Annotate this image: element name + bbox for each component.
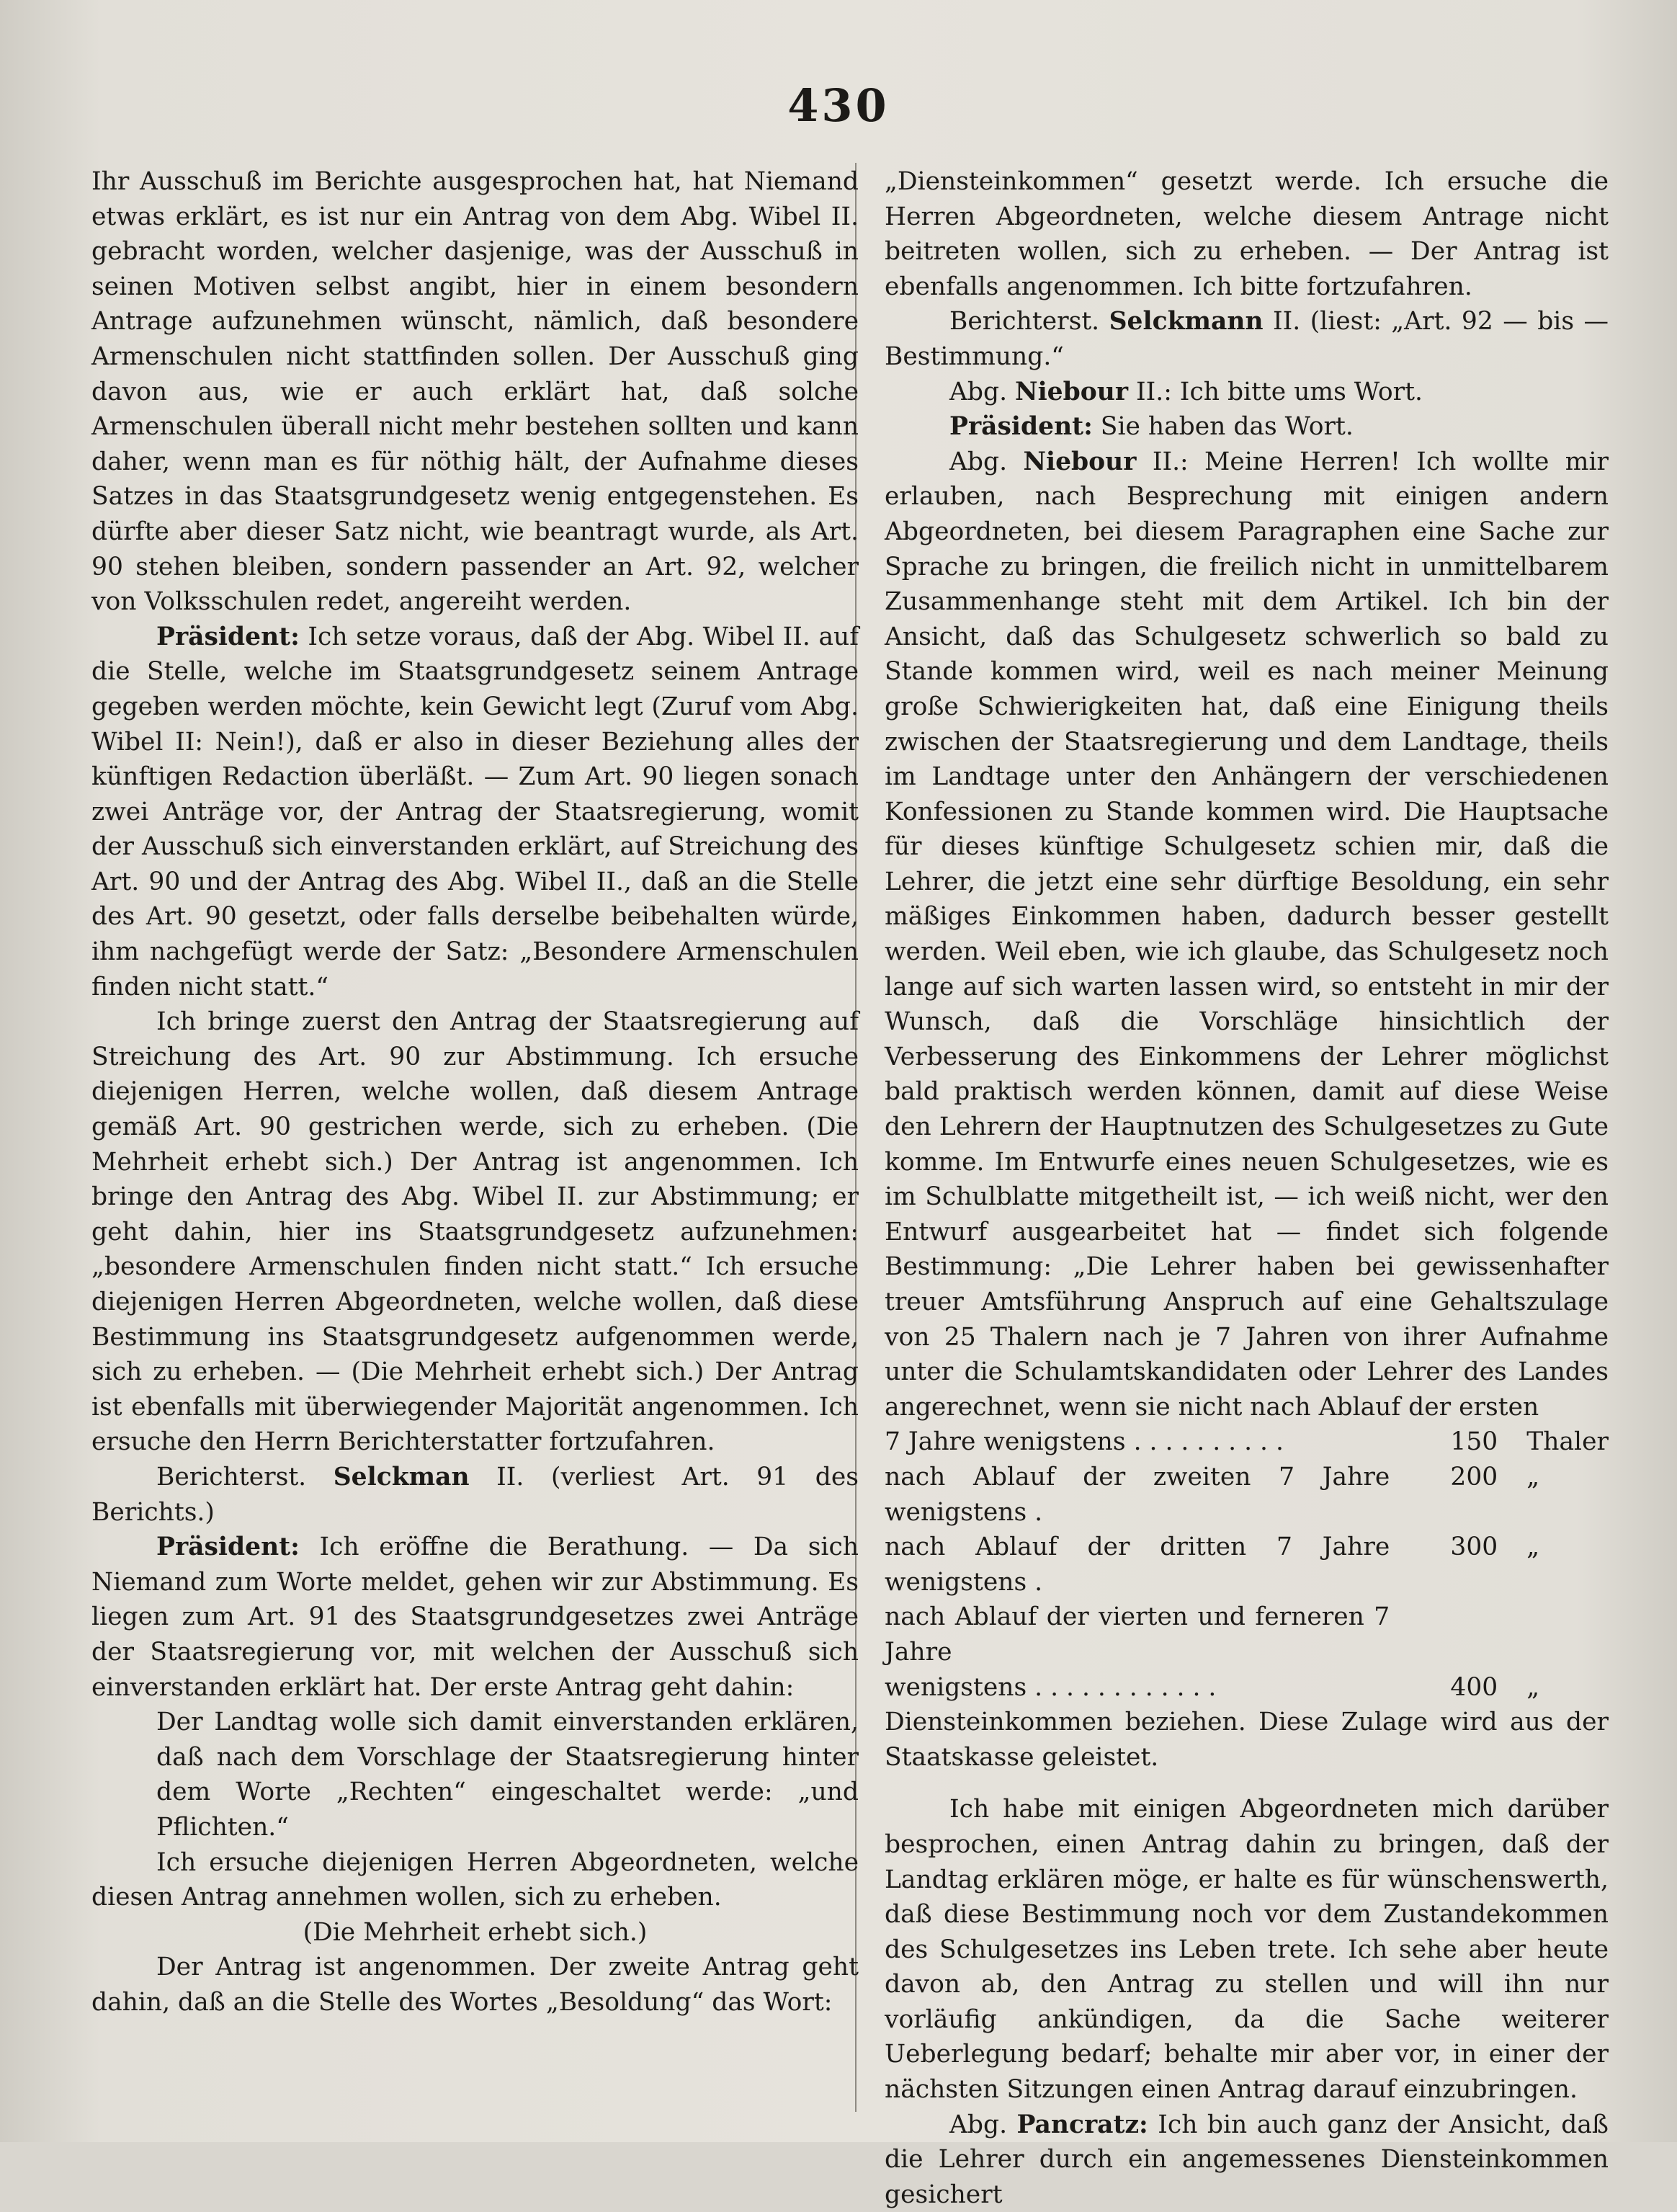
paragraph: Der Antrag ist angenommen. Der zweite Antrag geht dahin, daß an die Stelle des Wortes „Besoldung“ das Wort: (91, 1953, 859, 2017)
speaker-prefix: Abg. (949, 377, 1016, 406)
stage-note: (Die Mehrheit erhebt sich.) (303, 1917, 648, 1947)
salary-label: 7 Jahre wenigstens . . . . . . . . . . (885, 1427, 1284, 1457)
salary-row (885, 1530, 1609, 1600)
salary-amount: 150 (1450, 1427, 1498, 1457)
right-column-bottom (885, 1705, 1609, 2212)
speaker-text: Ich eröffne die Berathung. — Da sich Niemand zum Worte meldet, gehen wir zur Abstimmung. Es liegen zum Art. 91 des Staatsgrundgesetzes zwei Anträge der Staatsregierung vor, mit welchen der Ausschuß sich einverstanden erklärt hat. Der erste Antrag geht dahin: (91, 1533, 859, 1702)
paragraph-gap (885, 1775, 1609, 1792)
speaker-name: Niebour (1015, 377, 1129, 406)
speaker-name: Niebour (1023, 447, 1137, 476)
right-column (885, 164, 1609, 2212)
salary-label: nach Ablauf der vierten und ferneren 7 Jahre (885, 1602, 1390, 1667)
speaker-paragraph (885, 304, 1609, 374)
speaker-paragraph (91, 1530, 859, 1705)
speaker-name: Pancratz: (1016, 2110, 1148, 2139)
salary-row (885, 1424, 1609, 1460)
paragraph: Ich habe mit einigen Abgeordneten mich darüber besprochen, einen Antrag dahin zu bringen, daß der Landtag erklären möge, er halte es für wünschenswerth, daß diese Bestimmung noch vor dem Zustandekommen des Schulgesetzes ins Leben trete. Ich sehe aber heute davon ab, den Antrag zu stellen und will ihn nur vorläufig ankündigen, da die Sache weiterer Ueberlegung bedarf; behalte mir aber vor, in einer der nächsten Sitzungen einen Antrag darauf einzubringen. (885, 1795, 1609, 2105)
speaker-prefix: Berichterst. (156, 1462, 334, 1491)
speaker-text: II.: Meine Herren! Ich wollte mir erlauben, nach Besprechung mit einigen andern Abgeordneten, bei diesem Paragraphen eine Sache zur Sprache zu bringen, die freilich nicht in unmittelbarem Zusammenhange steht mit dem Artikel. Ich bin der Ansicht, daß das Schulgesetz schwerlich so bald zu Stande kommen wird, weil es nach meiner Meinung große Schwierigkeiten hat, daß eine Einigung theils zwischen der Staatsregierung und dem Landtage, theils im Landtage unter den Anhängern der verschiedenen Konfessionen zu Stande kommen wird. Die Hauptsache für dieses künftige Schulgesetz schien mir, daß die Lehrer, die jetzt eine sehr dürftige Besoldung, ein sehr mäßiges Einkommen haben, dadurch besser gestellt werden. Weil eben, wie ich glaube, das Schulgesetz noch lange auf sich warten lassen wird, so entsteht in mir der Wunsch, daß die Vorschläge hinsichtlich der Verbesserung des Einkommens der Lehrer möglichst bald praktisch werden können, damit auf diese Weise den Lehrern der Hauptnutzen des Schulgesetzes zu Gute komme. Im Entwurfe eines neuen Schulgesetzes, wie es im Schulblatte mitgetheilt ist, — ich weiß nicht, wer den Entwurf ausgearbeitet hat — findet sich folgende Bestimmung: „Die Lehrer haben bei gewissenhafter treuer Amtsführung Anspruch auf eine Gehaltszulage von 25 Thalern nach je 7 Jahren von ihrer Aufnahme unter die Schulamtskandidaten oder Lehrer des Landes angerechnet, wenn sie nicht nach Ablauf der ersten (885, 447, 1609, 1422)
salary-amount: 200 (1450, 1462, 1498, 1491)
speaker-text: II. (liest: „Art. 92 — bis — Bestimmung.“ (885, 307, 1609, 371)
salary-label: nach Ablauf der zweiten 7 Jahre wenigstens . (885, 1462, 1390, 1527)
paragraph: Diensteinkommen beziehen. Diese Zulage wird aus der Staatskasse geleistet. (885, 1708, 1609, 1772)
speaker-text: II. (verliest Art. 91 des Berichts.) (91, 1462, 859, 1527)
salary-unit: „ (1526, 1533, 1540, 1562)
left-column (91, 164, 859, 2020)
paragraph: Ich ersuche diejenigen Herren Abgeordneten, welche diesen Antrag annehmen wollen, sich zu erheben. (91, 1847, 859, 1912)
speaker-paragraph (885, 445, 1609, 1425)
speaker-name: Präsident: (156, 622, 300, 651)
salary-amount (1390, 1600, 1498, 1669)
speaker-text: Ich setze voraus, daß der Abg. Wibel II. auf die Stelle, welche im Staatsgrundgesetz seinem Antrage gegeben werden möchte, kein Gewicht legt (Zuruf vom Abg. Wibel II: Nein!), daß er also in dieser Beziehung alles der künftigen Redaction überläßt. — Zum Art. 90 liegen sonach zwei Anträge vor, der Antrag der Staatsregierung, womit der Ausschuß sich einverstanden erklärt, auf Streichung des Art. 90 und der Antrag des Abg. Wibel II., daß an die Stelle des Art. 90 gesetzt, oder falls derselbe beibehalten würde, ihm nachgefügt werde der Satz: „Besondere Armenschulen finden nicht statt.“ (91, 622, 859, 1002)
page-number: 430 (787, 79, 890, 132)
speaker-prefix: Abg. (949, 447, 1024, 476)
speaker-text: Ich bin auch ganz der Ansicht, daß die Lehrer durch ein angemessenes Diensteinkommen gesichert (885, 2110, 1609, 2209)
speaker-paragraph (885, 2108, 1609, 2212)
speaker-name: Präsident: (949, 412, 1093, 442)
speaker-name: Selckmann (1109, 307, 1264, 336)
speaker-text: Sie haben das Wort. (1092, 412, 1354, 442)
salary-unit: Thaler (1526, 1427, 1609, 1457)
salary-unit: „ (1526, 1672, 1540, 1702)
paragraph: Ihr Ausschuß im Berichte ausgesprochen hat, hat Niemand etwas erklärt, es ist nur ein Antrag von dem Abg. Wibel II. gebracht worden, welcher dasjenige, was der Ausschuß in seinen Motiven selbst angibt, hier in einem besondern Antrage aufzunehmen wünscht, nämlich, daß besondere Armenschulen nicht stattfinden sollen. Der Ausschuß ging davon aus, wie er auch erklärt hat, daß solche Armenschulen überall nicht mehr bestehen sollten und kann daher, wenn man es für nöthig hält, der Aufnahme dieses Satzes in das Staatsgrundgesetz wenig entgegenstehen. Es dürfte aber dieser Satz nicht, wie beantragt wurde, als Art. 90 stehen bleiben, sondern passender an Art. 92, welcher von Volksschulen redet, angereiht werden. (91, 167, 859, 617)
speaker-name: Präsident: (156, 1533, 300, 1562)
speaker-paragraph (885, 375, 1609, 410)
salary-unit: „ (1526, 1462, 1540, 1491)
paragraph: Ich bringe zuerst den Antrag der Staatsregierung auf Streichung des Art. 90 zur Abstimmung. Ich ersuche diejenigen Herren, welche wollen, daß diesem Antrage gemäß Art. 90 gestrichen werde, sich zu erheben. (Die Mehrheit erhebt sich.) Der Antrag ist angenommen. Ich bringe den Antrag des Abg. Wibel II. zur Abstimmung; er geht dahin, hier ins Staatsgrundgesetz aufzunehmen: „besondere Armenschulen finden nicht statt.“ Ich ersuche diejenigen Herren Abgeordneten, welche wollen, daß diese Bestimmung ins Staatsgrundgesetz aufgenommen werde, sich zu erheben. — (Die Mehrheit erhebt sich.) Der Antrag ist ebenfalls mit überwiegender Majorität angenommen. Ich ersuche den Herrn Berichterstatter fortzufahren. (91, 1007, 859, 1457)
speaker-text: II.: Ich bitte ums Wort. (1128, 377, 1423, 406)
quoted-motion: Der Landtag wolle sich damit einverstanden erklären, daß nach dem Vorschlage der Staatsregierung hinter dem Worte „Rechten“ eingeschaltet werde: „und Pflichten.“ (156, 1708, 859, 1842)
salary-amount: 400 (1450, 1672, 1498, 1702)
salary-label: wenigstens . . . . . . . . . . . . (885, 1672, 1217, 1702)
salary-row (885, 1600, 1609, 1669)
salary-row (885, 1460, 1609, 1530)
speaker-prefix: Abg. (949, 2110, 1017, 2139)
paragraph: „Diensteinkommen“ gesetzt werde. Ich ersuche die Herren Abgeordneten, welche diesem Antrage nicht beitreten wollen, sich zu erheben. — Der Antrag ist ebenfalls angenommen. Ich bitte fortzufahren. (885, 167, 1609, 301)
right-column-top (885, 164, 1609, 1424)
salary-row (885, 1670, 1609, 1705)
salary-label: nach Ablauf der dritten 7 Jahre wenigstens . (885, 1533, 1390, 1597)
speaker-paragraph (91, 620, 859, 1005)
salary-table (885, 1424, 1609, 1705)
salary-unit (1498, 1600, 1609, 1669)
speaker-prefix: Berichterst. (949, 307, 1109, 336)
speaker-paragraph (885, 409, 1609, 445)
speaker-paragraph (91, 1460, 859, 1530)
speaker-name: Selckman (333, 1462, 470, 1491)
salary-amount: 300 (1450, 1533, 1498, 1562)
